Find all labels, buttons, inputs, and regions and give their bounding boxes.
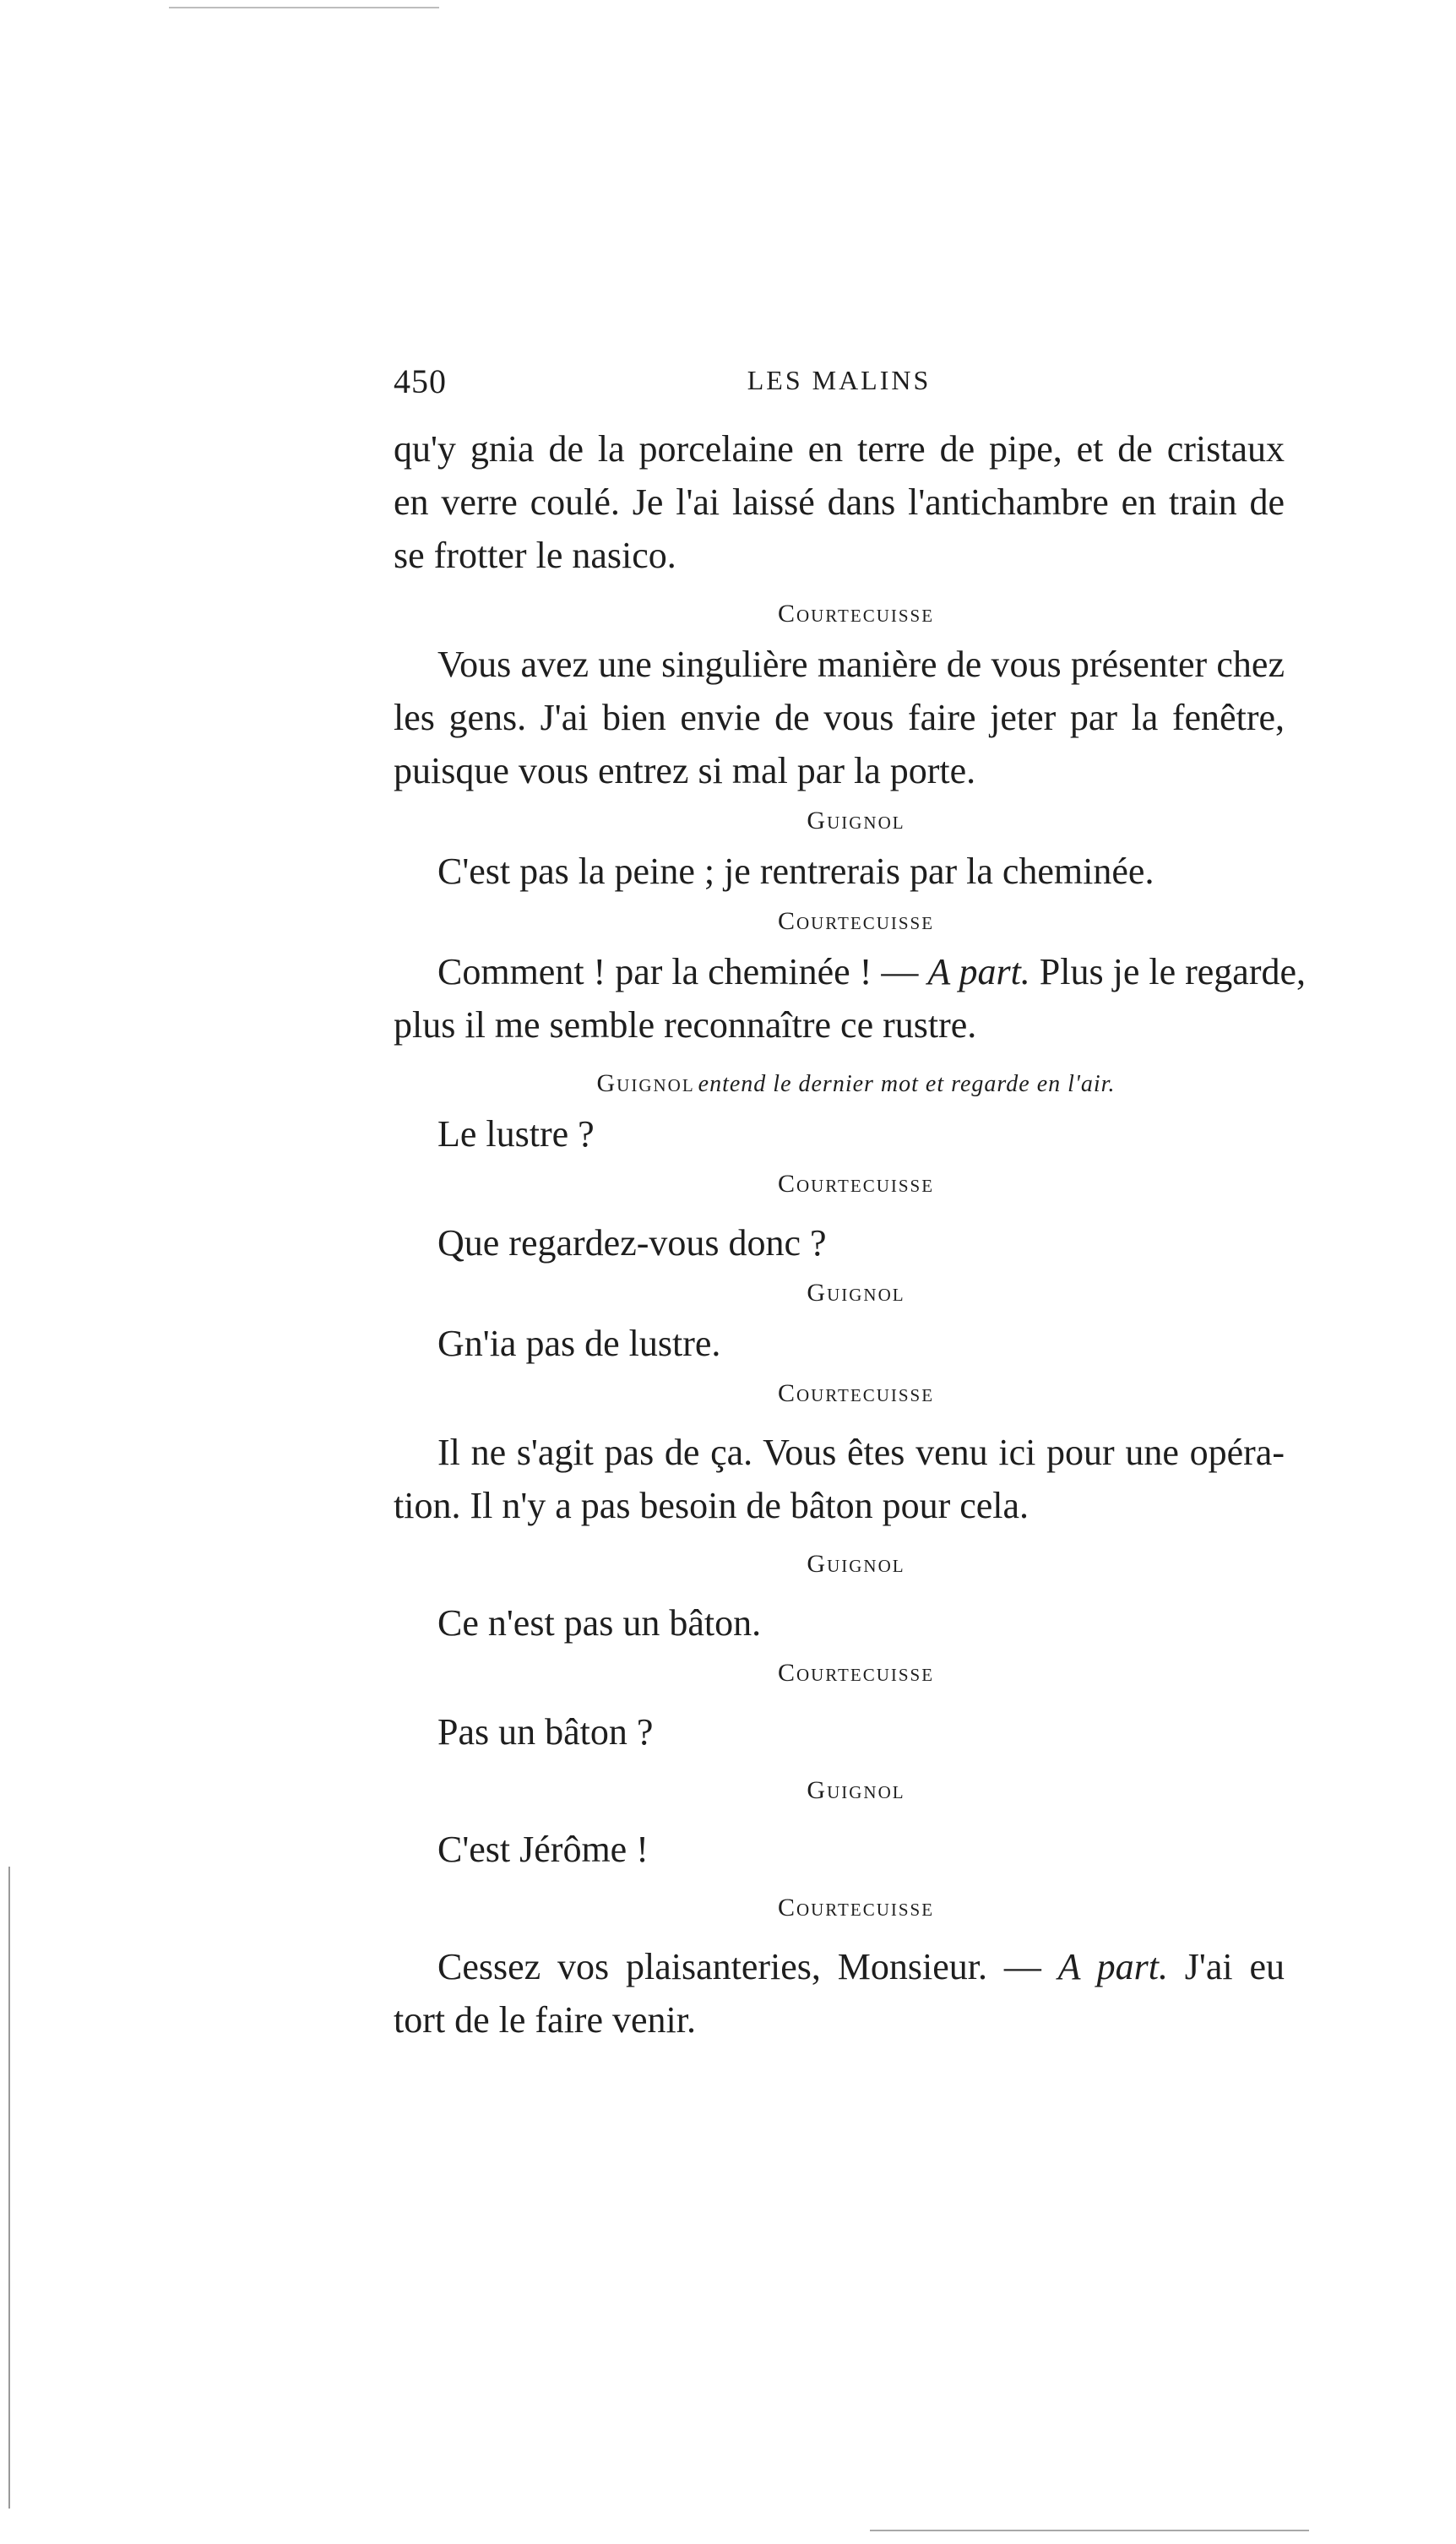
speaker-name: Guignol	[807, 1279, 905, 1307]
text-line: se frotter le nasico.	[394, 535, 676, 576]
text-line: Il ne s'agit pas de ça. Vous êtes venu ici pour une opéra-	[437, 1432, 1285, 1473]
text-segment: Plus je le regarde,	[1030, 951, 1307, 992]
text-line: C'est Jérôme !	[437, 1829, 649, 1870]
text-line: Gn'ia pas de lustre.	[437, 1323, 721, 1364]
text-line: plus il me semble reconnaître ce rustre.	[394, 1004, 977, 1046]
text-line	[394, 1940, 1285, 1993]
text-segment: Cessez vos plaisanteries, Monsieur. —	[437, 1946, 1058, 1987]
speaker-name: Courtecuisse	[777, 907, 935, 935]
stage-aside: A part.	[927, 951, 1030, 992]
text-line: Le lustre ?	[437, 1113, 595, 1155]
stage-direction	[427, 1060, 1285, 1107]
scan-top-mark	[169, 7, 439, 8]
text-line: Que regardez-vous donc ?	[437, 1222, 827, 1264]
speaker-name: Courtecuisse	[777, 1170, 935, 1198]
speaker-name: Courtecuisse	[777, 1894, 935, 1922]
text-line: Vous avez une singulière manière de vous présenter chez	[437, 644, 1285, 685]
running-title: LES MALINS	[747, 365, 932, 395]
stage-aside: A part.	[1057, 1946, 1168, 1987]
speaker-name: Guignol	[807, 807, 905, 834]
text-line: les gens. J'ai bien envie de vous faire jeter par la fenêtre,	[394, 697, 1285, 738]
scan-bottom-mark	[870, 2530, 1309, 2531]
scan-left-edge	[8, 1867, 10, 2509]
text-line: en verre coulé. Je l'ai laissé dans l'antichambre en train de	[394, 481, 1285, 523]
speaker-name: Courtecuisse	[777, 1379, 935, 1407]
text-line: tion. Il n'y a pas besoin de bâton pour cela.	[394, 1485, 1030, 1526]
text-line: puisque vous entrez si mal par la porte.	[394, 750, 976, 791]
speaker-name: Guignol	[596, 1069, 695, 1097]
text-segment: Comment ! par la cheminée ! —	[437, 951, 928, 992]
speaker-name: Courtecuisse	[777, 600, 935, 628]
text-line: Pas un bâton ?	[437, 1711, 654, 1753]
page-number: 450	[394, 362, 447, 400]
page-header	[394, 361, 1285, 412]
speaker-name: Guignol	[807, 1550, 905, 1578]
text-line: Ce n'est pas un bâton.	[437, 1602, 762, 1644]
speaker-name: Courtecuisse	[777, 1659, 935, 1687]
speaker-name: Guignol	[807, 1776, 905, 1804]
text-line: C'est pas la peine ; je rentrerais par la cheminée.	[437, 851, 1154, 892]
text-line	[394, 945, 1307, 998]
text-line: tort de le faire venir.	[394, 1999, 696, 2041]
direction-text: entend le dernier mot et regarde en l'air.	[698, 1071, 1116, 1097]
play-text	[394, 422, 1307, 2047]
text-line: qu'y gnia de la porcelaine en terre de pipe, et de cristaux	[394, 428, 1285, 470]
text-segment: J'ai eu	[1167, 1946, 1285, 1987]
